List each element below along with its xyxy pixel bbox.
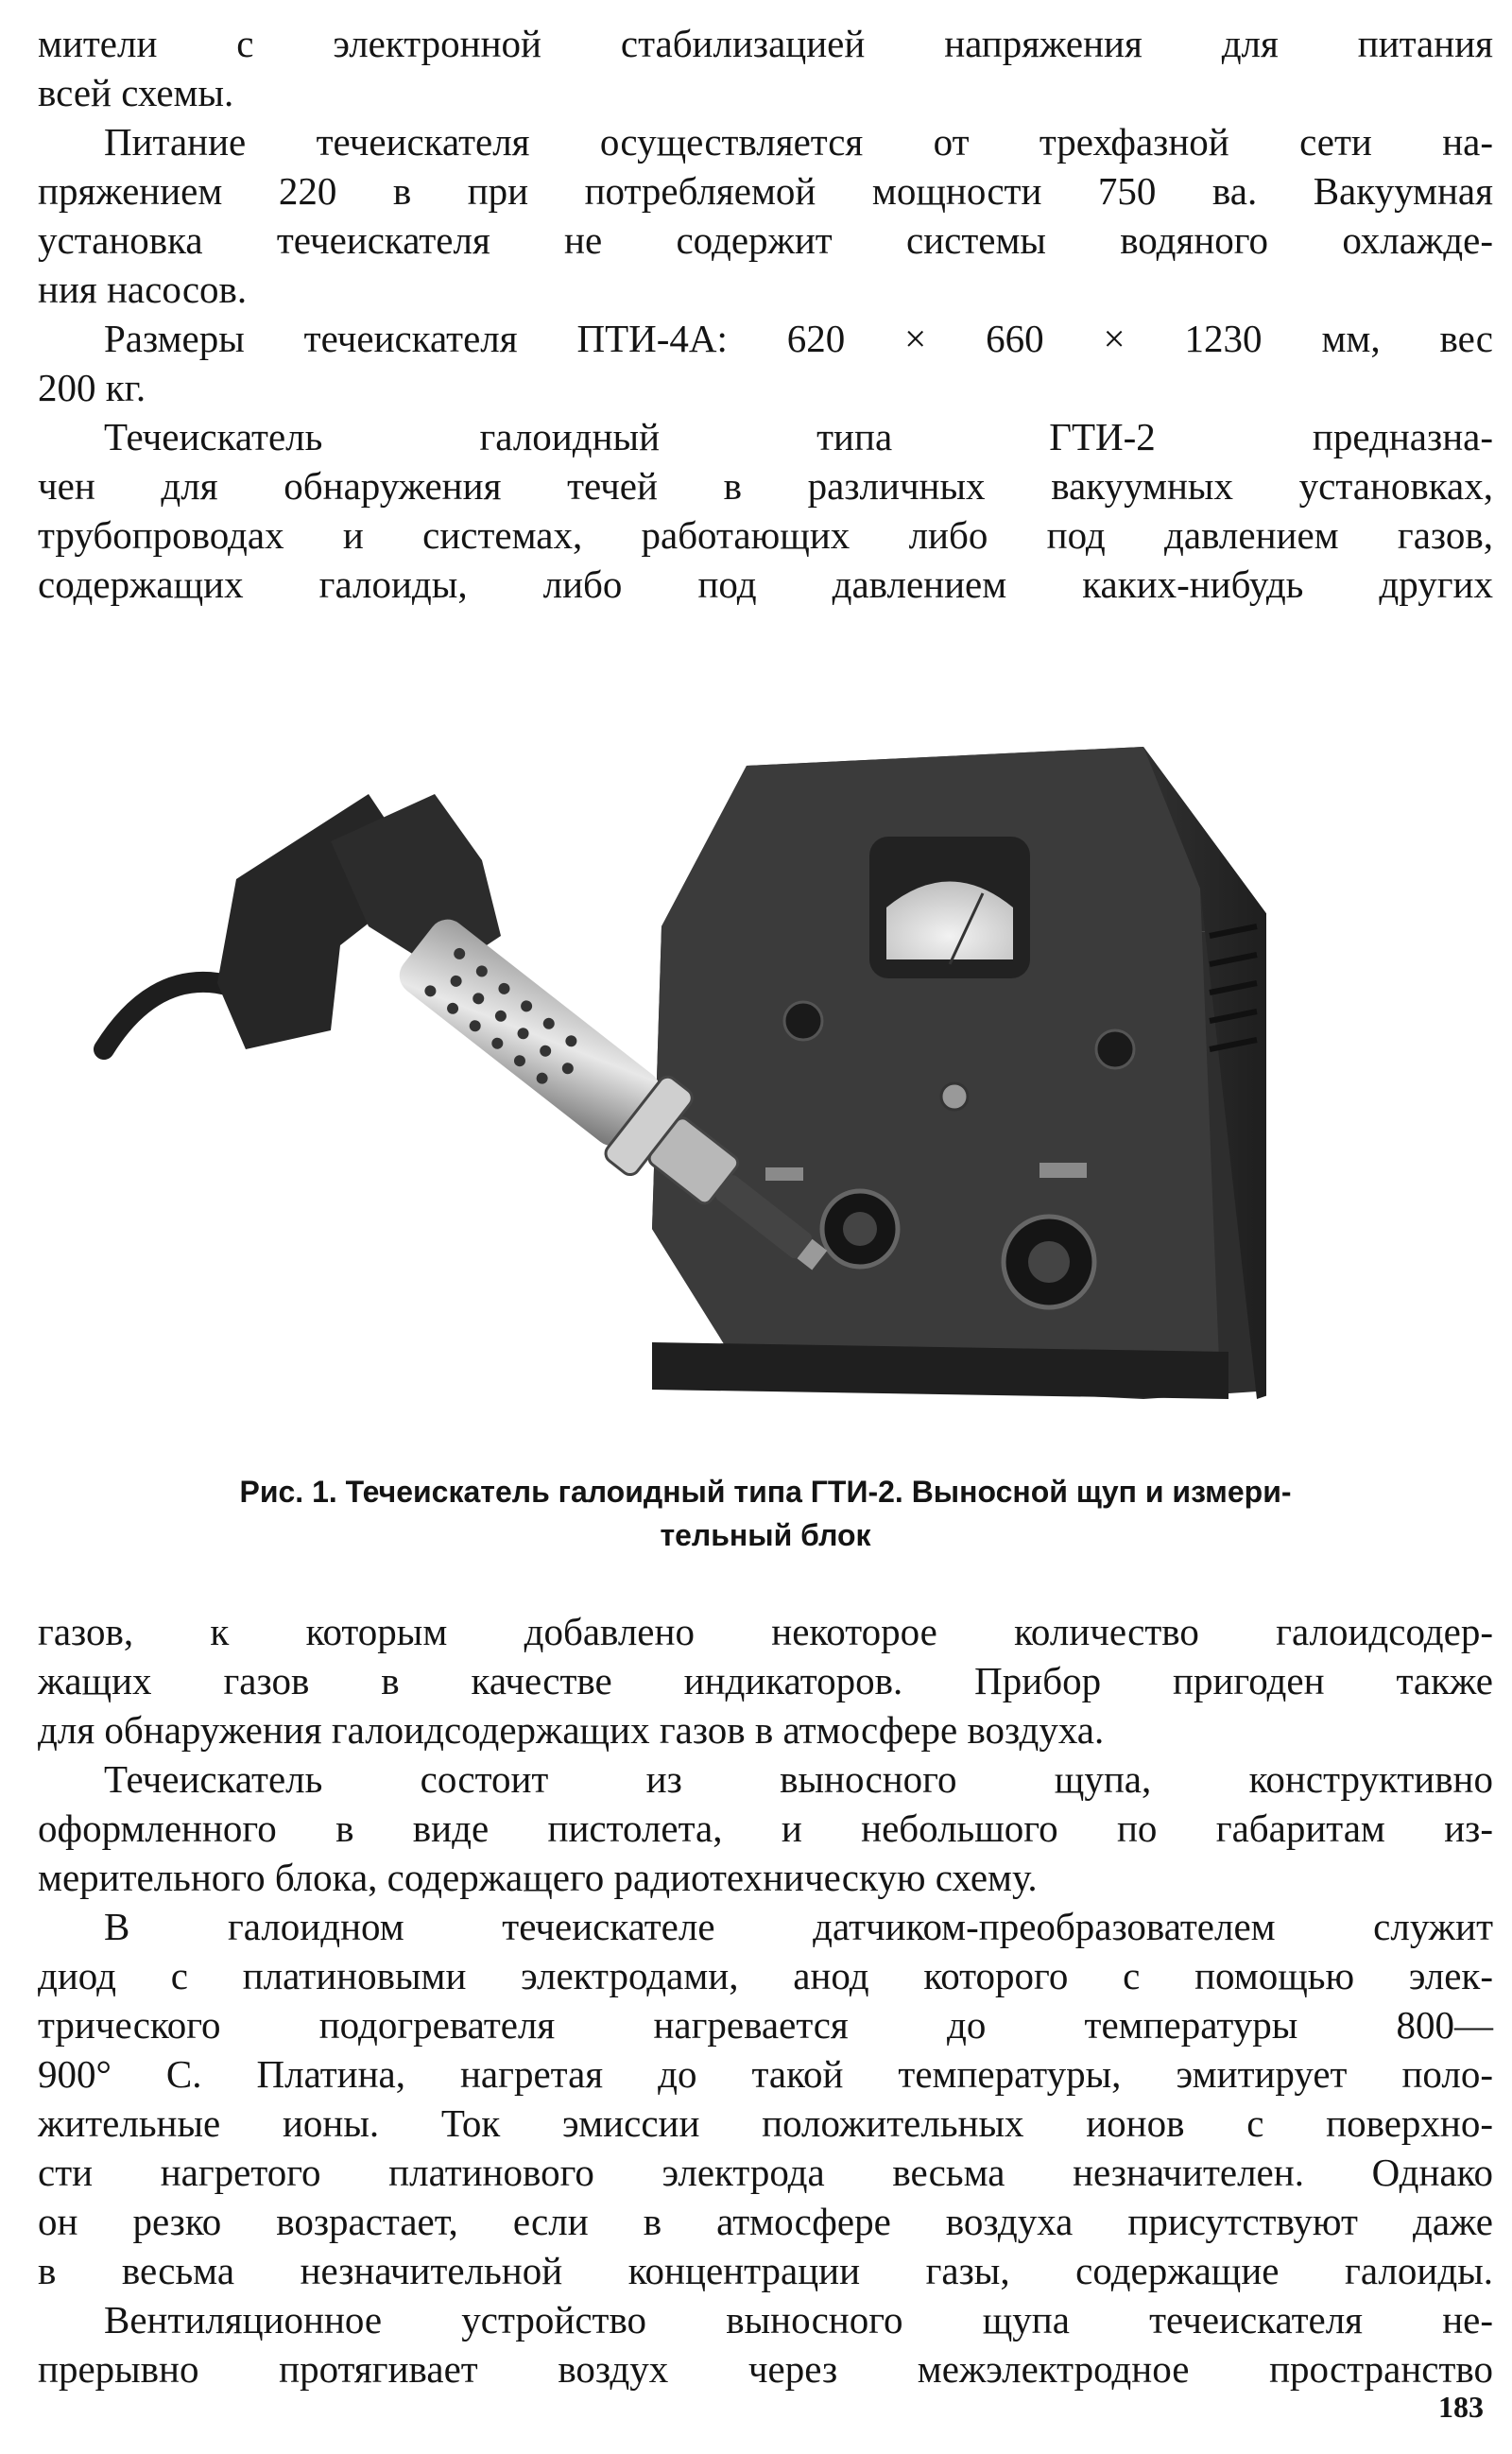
bottom-text-block — [38, 1607, 1493, 2394]
text-line: Вентиляционное устройство выносного щупа течеискателя не- — [104, 2298, 1493, 2342]
text-line: сти нагретого платинового электрода весьма незначителен. Однако — [38, 2151, 1493, 2194]
paragraph-1 — [38, 19, 1493, 117]
paragraph-8 — [38, 2295, 1493, 2394]
text-line: мерительного блока, содержащего радиотехническую схему. — [38, 1856, 1038, 1899]
paragraph-7 — [38, 1902, 1493, 2295]
text-line: Течеискатель галоидный типа ГТИ-2 предназна- — [104, 415, 1493, 458]
text-line: пряжением 220 в при потребляемой мощности 750 ва. Вакуумная — [38, 169, 1493, 213]
text-line: в весьма незначительной концентрации газы, содержащие галоиды. — [38, 2249, 1493, 2292]
caption-line: тельный блок — [660, 1518, 871, 1552]
text-line: газов, к которым добавлено некоторое количество галоидсодер- — [38, 1610, 1493, 1653]
caption-line: Рис. 1. Течеискатель галоидный типа ГТИ-2. Выносной щуп и измери- — [239, 1475, 1292, 1509]
top-text-block — [38, 19, 1493, 609]
text-line: жительные ионы. Ток эмиссии положительных ионов с поверхно- — [38, 2101, 1493, 2145]
device-photo — [85, 737, 1266, 1418]
text-line: 900° С. Платина, нагретая до такой температуры, эмитирует поло- — [38, 2052, 1493, 2096]
text-line: 200 кг. — [38, 366, 146, 409]
text-line: всей схемы. — [38, 71, 234, 114]
text-line: трубопроводах и системах, работающих либо под давлением газов, — [38, 513, 1493, 557]
text-line: чен для обнаружения течей в различных вакуумных установках, — [38, 464, 1493, 508]
paragraph-4 — [38, 412, 1493, 609]
text-line: жащих газов в качестве индикаторов. Прибор пригоден также — [38, 1659, 1493, 1702]
text-line: оформленного в виде пистолета, и небольшого по габаритам из- — [38, 1806, 1493, 1850]
paragraph-2 — [38, 117, 1493, 314]
figure-caption — [38, 1470, 1493, 1557]
text-line: Размеры течеискателя ПТИ-4А: 620 × 660 × 1230 мм, вес — [104, 317, 1493, 360]
paragraph-6 — [38, 1754, 1493, 1902]
paragraph-3 — [38, 314, 1493, 412]
text-line: содержащих галоиды, либо под давлением каких-нибудь других — [38, 562, 1493, 606]
text-line: для обнаружения галоидсодержащих газов в атмосфере воздуха. — [38, 1708, 1105, 1752]
text-line: трического подогревателя нагревается до температуры 800— — [38, 2003, 1493, 2047]
text-line: он резко возрастает, если в атмосфере воздуха присутствуют даже — [38, 2200, 1493, 2243]
page-number: 183 — [1438, 2390, 1484, 2424]
document-page — [38, 19, 1493, 2439]
text-line: Течеискатель состоит из выносного щупа, конструктивно — [104, 1757, 1493, 1801]
text-line: прерывно протягивает воздух через межэлектродное пространство — [38, 2347, 1493, 2391]
text-line: мители с электронной стабилизацией напряжения для питания — [38, 22, 1493, 65]
paragraph-5 — [38, 1607, 1493, 1754]
text-line: установка течеискателя не содержит системы водяного охлажде- — [38, 218, 1493, 262]
text-line: В галоидном течеискателе датчиком-преобразователем служит — [104, 1905, 1493, 1948]
text-line: ния насосов. — [38, 268, 248, 311]
text-line: диод с платиновыми электродами, анод которого с помощью элек- — [38, 1954, 1493, 1997]
measuring-block-drawing — [614, 747, 1266, 1399]
text-line: Питание течеискателя осуществляется от трехфазной сети на- — [104, 120, 1493, 164]
